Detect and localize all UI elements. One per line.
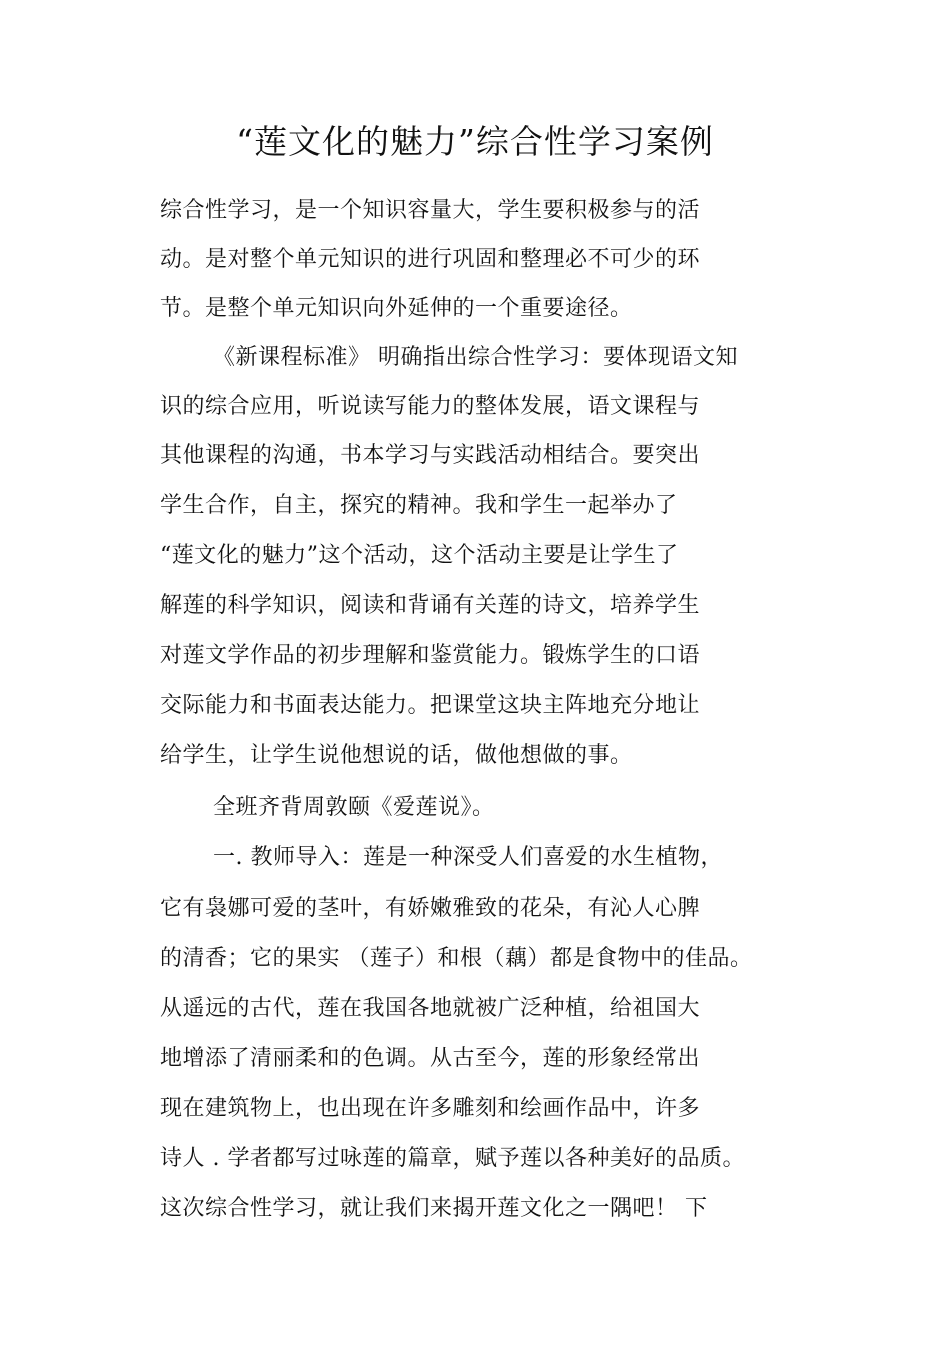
text-line: 地增添了清丽柔和的色调。从古至今，莲的形象经常出 [160, 1046, 701, 1071]
text-line: 动。是对整个单元知识的进行巩固和整理必不可少的环 [160, 247, 701, 272]
text-line: 《新课程标准》 明确指出综合性学习：要体现语文知 [213, 345, 738, 370]
text-line: 现在建筑物上，也出现在许多雕刻和绘画作品中，许多 [160, 1096, 701, 1121]
text-line: 交际能力和书面表达能力。把课堂这块主阵地充分地让 [160, 693, 701, 718]
document-title: “莲文化的魅力”综合性学习案例 [236, 122, 714, 161]
text-line: 解莲的科学知识，阅读和背诵有关莲的诗文，培养学生 [160, 593, 701, 618]
text-line: 诗人 . 学者都写过咏莲的篇章，赋予莲以各种美好的品质。 [160, 1146, 745, 1171]
text-line: 从遥远的古代，莲在我国各地就被广泛种植，给祖国大 [160, 996, 701, 1021]
text-line: 一. 教师导入：莲是一种深受人们喜爱的水生植物， [213, 845, 723, 870]
text-line: “莲文化的魅力”这个活动，这个活动主要是让学生了 [160, 543, 679, 568]
text-line: 对莲文学作品的初步理解和鉴赏能力。锻炼学生的口语 [160, 643, 701, 668]
text-line: 识的综合应用，听说读写能力的整体发展，语文课程与 [160, 394, 701, 419]
text-line: 节。是整个单元知识向外延伸的一个重要途径。 [160, 296, 633, 321]
text-line: 它有袅娜可爱的茎叶，有娇嫩雅致的花朵，有沁人心脾 [160, 896, 701, 921]
text-line: 其他课程的沟通，书本学习与实践活动相结合。要突出 [160, 443, 701, 468]
text-line: 给学生，让学生说他想说的话，做他想做的事。 [160, 743, 633, 768]
text-line: 学生合作，自主，探究的精神。我和学生一起举办了 [160, 493, 678, 518]
text-line: 这次综合性学习，就让我们来揭开莲文化之一隅吧！ 下 [160, 1196, 708, 1221]
text-line: 的清香；它的果实 （莲子）和根（藕）都是食物中的佳品。 [160, 946, 753, 971]
text-line: 全班齐背周敦颐《爱莲说》。 [213, 795, 495, 820]
text-line: 综合性学习，是一个知识容量大，学生要积极参与的活 [160, 198, 701, 223]
